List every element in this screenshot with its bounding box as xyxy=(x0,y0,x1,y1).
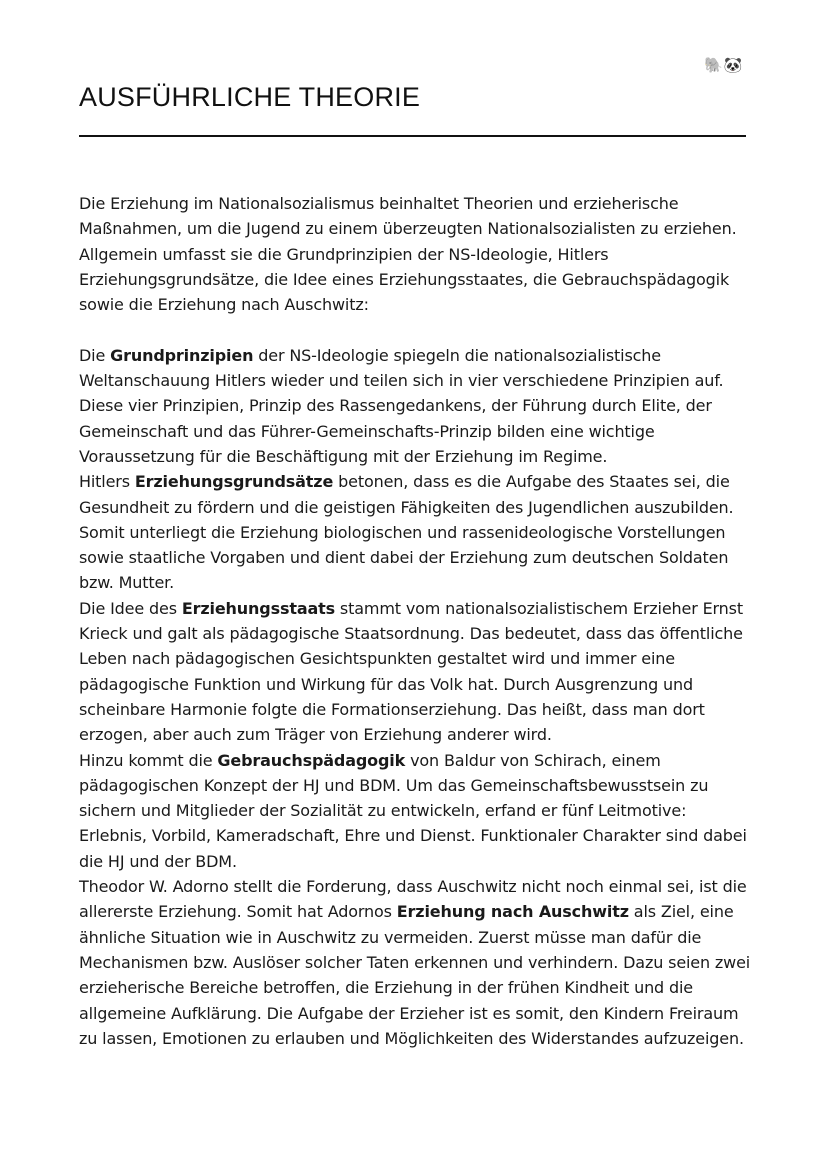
paragraph-text: Hinzu kommt die xyxy=(79,750,218,770)
term-erziehungsstaats: Erziehungsstaats xyxy=(181,598,335,618)
paragraph-gap xyxy=(79,317,751,342)
paragraph-text: von Baldur von Schirach, einem pädagogischen Konzept der HJ und BDM. Um das Gemeinschaftsbewusstsein zu sichern und Mitglieder der Sozialität zu entwickeln, erfand er fünf Leitmotive: Erlebnis, Vorbild, Kameradschaft, Ehre und Dienst. Funktionaler Charakter sind dabei die HJ und der BDM. xyxy=(79,750,747,871)
paragraph-text: stammt vom nationalsozialistischem Erzieher Ernst Krieck und galt als pädagogische Staatsordnung. Das bedeutet, dass das öffentliche Leben nach pädagogischen Gesichtspunkten gestaltet wird und immer eine pädagogische Funktion und Wirkung für das Volk hat. Durch Ausgrenzung und scheinbare Harmonie folgte die Formationserziehung. Das heißt, dass man dort erzogen, aber auch zum Träger von Erziehung anderer wird. xyxy=(79,598,743,745)
term-erziehungsgrundsaetze: Erziehungsgrundsätze xyxy=(134,472,334,492)
paragraph-text: Theodor W. Adorno stellt die Forderung, dass Auschwitz nicht noch einmal sei, ist die allererste Erziehung. Somit hat Adornos xyxy=(79,877,747,922)
intro-paragraph-1: Die Erziehung im Nationalsozialismus beinhaltet Theorien und erzieherische Maßnahmen, um die Jugend zu einem überzeugten Nationalsozialisten zu erziehen. xyxy=(79,194,737,239)
paragraph-text: betonen, dass es die Aufgabe des Staates sei, die Gesundheit zu fördern und die geistigen Fähigkeiten des Jugendlichen auszubilden. Somit unterliegt die Erziehung biologischen und rassenideologische Vorstellungen sowie staatliche Vorgaben und dient dabei der Erziehung zum deutschen Soldaten bzw. Mutter. xyxy=(79,472,734,593)
title-divider xyxy=(79,135,746,137)
paragraph-gebrauchspaedagogik xyxy=(79,748,751,874)
term-gebrauchspaedagogik: Gebrauchspädagogik xyxy=(217,750,406,770)
corner-emoji-icons: 🐘🐼 xyxy=(704,56,744,74)
paragraph-grundprinzipien xyxy=(79,343,751,469)
page-title: AUSFÜHRLICHE THEORIE xyxy=(79,82,421,112)
paragraph-text: Hitlers xyxy=(79,472,135,492)
paragraph-text: Die Idee des xyxy=(79,598,182,618)
paragraph-erziehungsstaat xyxy=(79,596,751,748)
paragraph-text: Die xyxy=(79,345,111,365)
paragraph-text: als Ziel, eine ähnliche Situation wie in Auschwitz zu vermeiden. Zuerst müsse man dafür die Mechanismen bzw. Auslöser solcher Taten erkennen und verhindern. Dazu seien zwei erzieherische Bereiche betroffen, die Erziehung in der frühen Kindheit und die allgemeine Aufklärung. Die Aufgabe der Erzieher ist es somit, den Kindern Freiraum zu lassen, Emotionen zu erlauben und Möglichkeiten des Widerstandes aufzuzeigen. xyxy=(79,902,751,1048)
term-erziehung-nach-auschwitz: Erziehung nach Auschwitz xyxy=(396,902,629,922)
intro-paragraph-2: Allgemein umfasst sie die Grundprinzipien der NS-Ideologie, Hitlers Erziehungsgrundsätze, die Idee eines Erziehungsstaates, die Gebrauchspädagogik sowie die Erziehung nach Auschwitz: xyxy=(79,244,730,315)
paragraph-text: der NS-Ideologie spiegeln die nationalsozialistische Weltanschauung Hitlers wieder und teilen sich in vier verschiedene Prinzipien auf. Diese vier Prinzipien, Prinzip des Rassengedankens, der Führung durch Elite, der Gemeinschaft und das Führer-Gemeinschafts-Prinzip bilden eine wichtige Voraussetzung für die Beschäftigung mit der Erziehung im Regime. xyxy=(79,345,724,466)
term-grundprinzipien: Grundprinzipien xyxy=(110,345,254,365)
document-body xyxy=(79,191,751,1051)
paragraph-erziehung-nach-auschwitz xyxy=(79,874,751,1051)
paragraph-erziehungsgrundsaetze xyxy=(79,469,751,595)
